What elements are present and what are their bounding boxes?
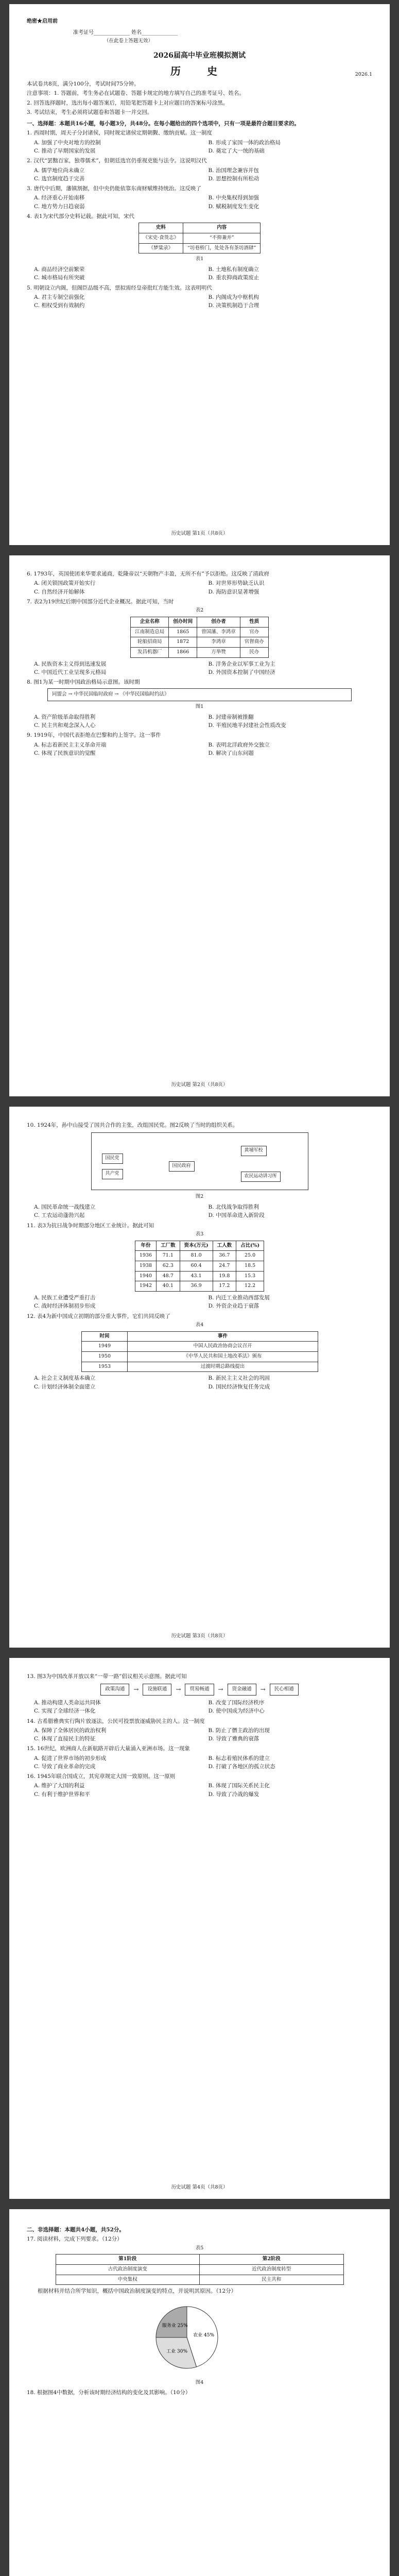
option: B. 内迁工业推动西部发展 [208, 1295, 270, 1301]
table-header: 性质 [240, 617, 268, 627]
question-10-options [34, 1203, 372, 1220]
flow-node: 民心相通 [270, 1684, 299, 1696]
question-5-options [34, 293, 372, 310]
subject-title: 历 史 [170, 65, 229, 78]
diagram-node: 黄埔军校 [241, 1146, 267, 1156]
question-17-requirement: 根据材料并结合所学知识，概括中国政治制度演变的特点，并说明其原因。（12分） [38, 2288, 237, 2295]
option: B. 对世界形势缺乏认识 [208, 580, 265, 587]
question-2-options [34, 166, 372, 183]
question-4-options [34, 265, 372, 282]
table-cell: 60.4 [180, 1261, 213, 1271]
question-11: 11. 表3为抗日战争时期部分地区工业统计。据此可知 [27, 1222, 154, 1229]
option: C. 相权受到有效制约 [34, 302, 85, 309]
option: B. 土地私有制度确立 [208, 266, 259, 273]
table-1 [138, 223, 261, 253]
option: B. 防止了僭主政治的出现 [208, 1727, 270, 1734]
option: B. 改变了国际经济秩序 [208, 1699, 265, 1706]
table-cell: 李鸿章 [197, 637, 240, 648]
table-cell: 《中华人民共和国土地改革法》颁布 [128, 1352, 318, 1362]
table-cell: 40.1 [157, 1281, 180, 1292]
flow-node: 政策沟通 [100, 1684, 129, 1696]
table-cell: 1950 [81, 1352, 128, 1362]
table-header: 企业名称 [131, 617, 169, 627]
table-cell: 轮船招商局 [131, 637, 169, 648]
option: C. 城市格局有所突破 [34, 275, 85, 281]
question-16: 16. 1945年联合国成立，其宪章规定大国一致原则。这一原则 [27, 1773, 176, 1780]
option: C. 地方势力日趋衰弱 [34, 203, 85, 210]
table-3 [135, 1241, 264, 1292]
exam-page-3 [9, 1107, 390, 1648]
table-cell: 江南制造总局 [131, 627, 169, 637]
secret-label: 绝密★启用前 [27, 19, 58, 24]
option: C. 选官制度趋于完善 [34, 175, 85, 182]
figure-2-diagram [91, 1132, 308, 1190]
table-header: 第2阶段 [200, 2255, 344, 2265]
question-3-options [34, 194, 372, 211]
question-13-options [34, 1699, 372, 1716]
section-heading: 一、选择题：本题共16小题，每小题3分，共48分。在每小题给出的四个选项中，只有一项是最符合题目要求的。 [27, 121, 300, 127]
arrow-icon: → [133, 1686, 139, 1693]
option: D. 打破了各地区的孤立状态 [208, 1763, 275, 1770]
question-8-options [34, 713, 372, 730]
figure-box: 同盟会 → 中华民国临时政府 → 《中华民国临时约法》 [47, 688, 352, 701]
option: A. 推动构建人类命运共同体 [34, 1699, 101, 1706]
option: D. 中国革命进入新阶段 [208, 1212, 265, 1219]
diagram-node: 国民政府 [169, 1161, 195, 1172]
option: B. 新民主主义社会的巩固 [208, 1375, 270, 1382]
exam-page-4 [9, 1658, 390, 2199]
option: B. 标志着殖民体系的建立 [208, 1755, 270, 1761]
option: A. 促进了世界市场的初步形成 [34, 1755, 107, 1761]
option: A. 商品经济空前繁荣 [34, 266, 85, 273]
table-cell: 中国人民政治协商会议召开 [128, 1342, 318, 1352]
option: B. 治国理念兼容并包 [208, 167, 259, 174]
question-8: 8. 图1为某一时期中国政治格局示意图。该时期 [27, 679, 140, 686]
question-7-options [34, 660, 372, 677]
pie-slice-label: 服务业 25% [162, 2323, 188, 2329]
table-cell: 36.7 [213, 1251, 236, 1261]
option: C. 中国近代工业呈现多元格局 [34, 669, 107, 675]
question-11-options [34, 1294, 372, 1311]
candidate-id-line: 准考证号______________ 姓名______________ [73, 29, 178, 36]
page-footer: 历史试题 第3页（共8页） [171, 1633, 228, 1639]
table-cell: 过渡时期总路线提出 [128, 1362, 318, 1372]
option: D. 使中国成为经济中心 [208, 1708, 265, 1715]
table-header: 创办者 [197, 617, 240, 627]
option: C. 战时经济体制初步形成 [34, 1303, 96, 1310]
option: A. 民族工业遭受严重打击 [34, 1295, 96, 1301]
option: D. 导致了冷战的爆发 [208, 1791, 259, 1798]
question-6-options [34, 579, 372, 596]
question-15-options [34, 1754, 372, 1771]
option: B. 表明北洋政府外交独立 [208, 741, 270, 748]
table-cell: 1866 [169, 647, 197, 657]
option: B. 北伐战争取得胜利 [208, 1204, 259, 1210]
question-9: 9. 1919年，中国代表拒绝在巴黎和约上签字。这一事件 [27, 732, 161, 739]
question-1: 1. 西周时期，周天子分封诸侯，同时规定诸侯定期朝觐、缴纳贡赋。这一制度 [27, 130, 212, 137]
table-caption: 表1 [195, 256, 204, 262]
exam-date: 2026.1 [355, 72, 372, 78]
table-cell: 民主共和 [200, 2275, 344, 2285]
question-15: 15. 16世纪，欧洲商人在新航路开辟后大量涌入亚洲市场。这一现象 [27, 1745, 190, 1752]
page-footer: 历史试题 第1页（共8页） [171, 531, 228, 537]
diagram-node: 共产党 [102, 1169, 123, 1179]
arrow-icon: → [176, 1686, 181, 1693]
option: C. 工农运动蓬勃兴起 [34, 1212, 85, 1219]
table-cell: 《宋史·食货志》 [138, 233, 183, 243]
table-cell: “坊巷桥门，处处各有茶坊酒肆” [183, 243, 261, 253]
option: D. 外资企业趋于衰落 [208, 1303, 259, 1310]
option: D. 决策机制趋于合理 [208, 302, 259, 309]
question-14: 14. 古希腊雅典实行陶片放逐法，公民可投票放逐威胁民主的人。这一制度 [27, 1718, 205, 1724]
pie-slice-label: 农业 45% [193, 2332, 214, 2338]
table-header: 时间 [81, 1331, 128, 1342]
option: A. 保障了全体居民的政治权利 [34, 1727, 107, 1734]
exam-title: 2026届高中毕业班模拟测试 [153, 51, 246, 60]
option: C. 推动了早期国家的发展 [34, 147, 96, 154]
option: A. 加强了中央对地方的控制 [34, 139, 101, 146]
option: C. 实现了全球经济一体化 [34, 1708, 96, 1715]
pie-chart [148, 2299, 251, 2376]
option: C. 计划经济体制全面建立 [34, 1383, 96, 1390]
table-cell: 71.1 [157, 1251, 180, 1261]
flow-node: 资金融通 [228, 1684, 256, 1696]
table-cell: 《梦粱录》 [138, 243, 183, 253]
question-18: 18. 根据图4中数据，分析该时期经济结构的变化及其影响。（10分） [27, 2389, 191, 2396]
flow-node: 设施联通 [143, 1684, 171, 1696]
table-caption: 表2 [195, 607, 204, 614]
table-cell: 43.1 [180, 1271, 213, 1281]
figure-caption: 图2 [195, 1194, 204, 1200]
diagram-node: 农民运动讲习所 [241, 1172, 281, 1182]
table-cell: 曾国藩、李鸿章 [197, 627, 240, 637]
option: C. 体现了民族意识的觉醒 [34, 750, 96, 756]
table-cell: 62.3 [157, 1261, 180, 1271]
section-heading: 二、非选择题：本题共4小题，共52分。 [27, 2227, 125, 2233]
exam-page-1 [9, 4, 390, 545]
question-7: 7. 表2为19世纪后期中国部分近代企业概况。据此可知，当时 [27, 598, 174, 605]
instruction: 3. 考试结束，考生必须将试题卷和答题卡一并交回。 [27, 109, 153, 115]
instruction: 本试卷共8页，满分100分，考试时间75分钟。 [27, 81, 140, 88]
table-cell: 中央集权 [56, 2275, 200, 2285]
question-10: 10. 1924年，孙中山接受了国共合作的主张，改组国民党。图2反映了当时的组织关系。 [27, 1122, 238, 1128]
table-cell: 1936 [135, 1251, 156, 1261]
option: B. 体现了国际关系民主化 [208, 1783, 270, 1789]
question-9-options [34, 741, 372, 758]
table-cell: 1949 [81, 1342, 128, 1352]
option: D. 导致了雅典的衰落 [208, 1736, 259, 1742]
table-cell: 近代政治制度转型 [200, 2264, 344, 2275]
table-caption: 表4 [195, 1321, 204, 1328]
arrow-icon: → [218, 1686, 223, 1693]
table-header: 工人数 [213, 1241, 236, 1251]
exam-page-5 [9, 2209, 390, 2576]
exam-page-2 [9, 555, 390, 1096]
table-cell: 1940 [135, 1271, 156, 1281]
table-cell: 17.2 [213, 1281, 236, 1292]
option: D. 海防意识显著增强 [208, 588, 259, 595]
table-cell: 1865 [169, 627, 197, 637]
question-5: 5. 明朝设立内阁，但阁臣品级不高，票拟需经皇帝批红方能生效。这表明明代 [27, 284, 212, 291]
table-cell: 48.7 [157, 1271, 180, 1281]
option: A. 君主专制空前强化 [34, 294, 85, 300]
table-cell: 发昌机器厂 [131, 647, 169, 657]
table-cell: 古代政治制度演变 [56, 2264, 200, 2275]
question-14-options [34, 1726, 372, 1743]
option: A. 维护了大国的利益 [34, 1783, 85, 1789]
option: A. 资产阶级革命取得胜利 [34, 714, 96, 720]
instruction: 注意事项：1. 答题前，考生务必在试题卷、答题卡规定的地方填写自己的准考证号、姓名。 [27, 90, 245, 97]
table-cell: 官督商办 [240, 637, 268, 648]
table-cell: 1953 [81, 1362, 128, 1372]
option: D. 半殖民地半封建社会性质改变 [208, 722, 286, 729]
table-cell: 15.3 [236, 1271, 264, 1281]
page-footer: 历史试题 第2页（共8页） [171, 1082, 228, 1088]
table-header: 资本(万元) [180, 1241, 213, 1251]
option: C. 民主共和观念深入人心 [34, 722, 96, 729]
table-header: 内容 [183, 223, 261, 233]
table-cell: 19.8 [213, 1271, 236, 1281]
option: B. 中央集权得到加强 [208, 195, 259, 201]
question-13: 13. 图3为中国改革开放以来“一带一路”倡议相关示意图。据此可知 [27, 1673, 187, 1680]
table-cell: “不抑兼并” [183, 233, 261, 243]
option: C. 体现了直接民主的特征 [34, 1736, 96, 1742]
option: C. 导致了商业革命的完成 [34, 1763, 96, 1770]
table-header: 工厂数 [157, 1241, 180, 1251]
table-cell: 24.7 [213, 1261, 236, 1271]
flow-node: 贸易畅通 [185, 1684, 214, 1696]
option: A. 闭关锁国政策开始实行 [34, 580, 96, 587]
option: A. 标志着新民主主义革命开端 [34, 741, 107, 748]
page-footer: 历史试题 第4页（共8页） [171, 2184, 228, 2191]
table-cell: 方举赞 [197, 647, 240, 657]
question-17: 17. 阅读材料，完成下列要求。（12分） [27, 2236, 123, 2243]
table-caption: 表5 [195, 2245, 204, 2251]
option: B. 洋务企业以军事工业为主 [208, 660, 275, 667]
table-cell: 1942 [135, 1281, 156, 1292]
table-header: 年份 [135, 1241, 156, 1251]
flow-diagram [27, 1684, 372, 1696]
table-header: 事件 [128, 1331, 318, 1342]
option: B. 内阁成为中枢机构 [208, 294, 259, 300]
table-cell: 18.5 [236, 1261, 264, 1271]
option: C. 有利于维护世界和平 [34, 1791, 90, 1798]
figure-caption: 图4 [195, 2379, 204, 2385]
option: D. 奠定了大一统的基础 [208, 147, 265, 154]
table-4 [81, 1331, 318, 1372]
table-cell: 民办 [240, 647, 268, 657]
instruction: 2. 回答选择题时，选出每小题答案后，用铅笔把答题卡上对应题目的答案标号涂黑。 [27, 99, 229, 106]
option: A. 经济重心开始南移 [34, 195, 85, 201]
table-5 [56, 2254, 344, 2285]
table-cell: 81.0 [180, 1251, 213, 1261]
pie-slice [156, 2307, 187, 2337]
option: A. 儒学地位尚未确立 [34, 167, 85, 174]
table-cell: 36.9 [180, 1281, 213, 1292]
option: D. 国民经济恢复任务完成 [208, 1383, 270, 1390]
option: B. 形成了家国一体的政治格局 [208, 139, 281, 146]
candidate-id-note: （在此卷上答题无效） [104, 38, 153, 44]
option: A. 社会主义制度基本确立 [34, 1375, 96, 1382]
diagram-node: 国民党 [102, 1154, 123, 1164]
option: D. 思想控制有所松动 [208, 175, 259, 182]
table-cell: 25.0 [236, 1251, 264, 1261]
pie-slice-label: 工业 30% [166, 2349, 187, 2354]
table-header: 创办时间 [169, 617, 197, 627]
option: D. 重农抑商政策废止 [208, 275, 259, 281]
option: C. 自然经济开始解体 [34, 588, 85, 595]
question-16-options [34, 1782, 372, 1799]
question-12-options [34, 1374, 372, 1391]
question-6: 6. 1793年，英国使团来华要求通商，乾隆帝以“天朝物产丰盈，无所不有”予以拒绝。这反映了清政府 [27, 571, 269, 577]
option: A. 国民革命统一战线建立 [34, 1204, 96, 1210]
table-header: 占比(%) [236, 1241, 264, 1251]
option: A. 民族资本主义得到迅速发展 [34, 660, 107, 667]
option: B. 封建帝制被推翻 [208, 714, 254, 720]
table-2 [130, 617, 269, 658]
question-4: 4. 表1为宋代部分史料记载。据此可知，宋代 [27, 213, 135, 219]
option: D. 赋税制度发生变化 [208, 203, 259, 210]
table-cell: 1938 [135, 1261, 156, 1271]
table-caption: 表3 [195, 1231, 204, 1237]
arrow-icon: → [260, 1686, 266, 1693]
option: D. 外国资本控制了中国经济 [208, 669, 275, 675]
question-12: 12. 表4为新中国成立初期的部分重大事件，它们共同反映了 [27, 1313, 170, 1319]
option: D. 解决了山东问题 [208, 750, 254, 756]
question-3: 3. 唐代中后期，藩镇割据，但中央仍能依靠东南财赋维持统治。这反映了 [27, 185, 201, 192]
question-2: 2. 汉代“罢黜百家，独尊儒术”，但朝廷选官仍重视吏能与法令。这说明汉代 [27, 158, 207, 164]
figure-caption: 图1 [195, 704, 204, 710]
table-header: 史料 [138, 223, 183, 233]
table-cell: 官办 [240, 627, 268, 637]
table-header: 第1阶段 [56, 2255, 200, 2265]
table-cell: 1872 [169, 637, 197, 648]
table-cell: 12.2 [236, 1281, 264, 1292]
question-1-options [34, 139, 372, 156]
